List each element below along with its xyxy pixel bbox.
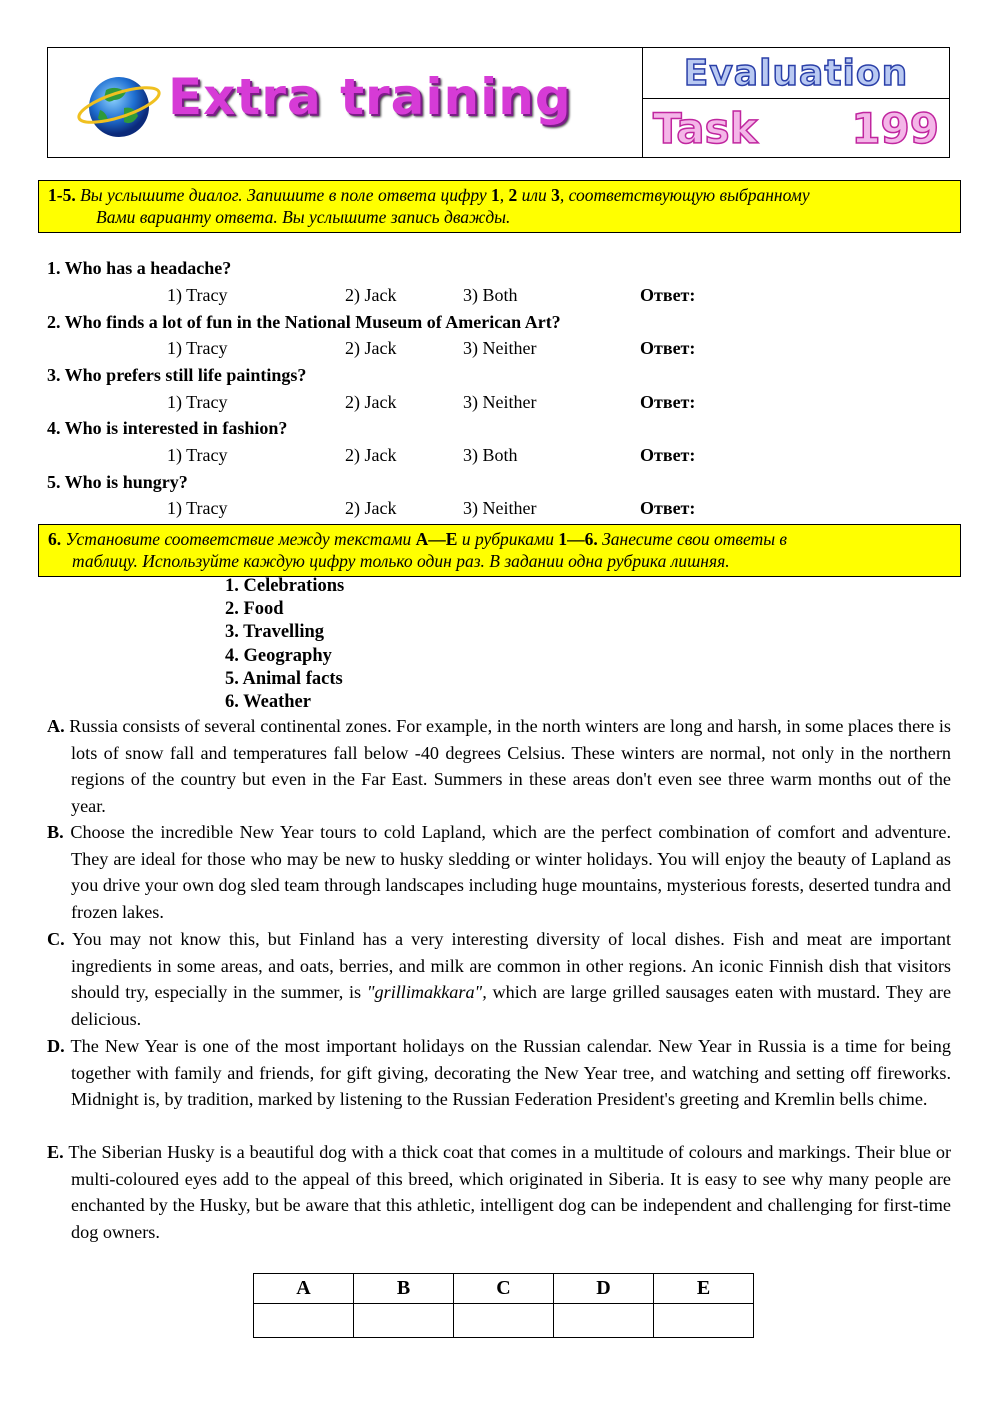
text-b — [47, 819, 951, 925]
section-6-text-2: и рубриками — [461, 529, 554, 549]
text-b-letter: B. — [47, 822, 64, 842]
answer-cell-d[interactable] — [554, 1304, 654, 1338]
evaluation-cell — [643, 48, 949, 99]
text-d-letter: D. — [47, 1036, 65, 1056]
text-c-body-a: You may not know this, but Finland has a very interesting diversity of local dishes. Fish and meat are important ingredients in some areas, and oats, berries, and milk are common in other regions. An iconic Finnish dish that visitors should try, especially in the summer, is — [71, 929, 951, 1003]
rubric-item: 1. Celebrations — [225, 576, 345, 596]
task-cell — [643, 99, 949, 157]
answer-table — [253, 1273, 754, 1338]
question-1-answer-label: Ответ: — [640, 285, 696, 305]
question-5-option-3: 3) Neither — [463, 498, 537, 518]
answer-header-d: D — [554, 1274, 654, 1304]
task-label: Task — [653, 103, 758, 153]
question-2-option-1: 1) Tracy — [167, 338, 228, 358]
text-d-body: The New Year is one of the most important holidays on the Russian calendar. New Year in Russia is a time for being together with family and friends, for gift giving, decorating the New Year tree, and watching and setting off fireworks. Midnight is, by tradition, marked by listening to the Russian Federation President's greeting and Kremlin bells chime. — [70, 1036, 951, 1110]
question-2: 2. Who finds a lot of fun in the National Museum of American Art? — [47, 312, 561, 332]
question-2-option-2: 2) Jack — [345, 338, 397, 358]
answer-cell-b[interactable] — [354, 1304, 454, 1338]
question-1: 1. Who has a headache? — [47, 258, 232, 278]
header — [47, 47, 950, 158]
section-6-text-3: Занесите свои ответы в — [602, 529, 788, 549]
text-e — [47, 1139, 951, 1245]
text-d — [47, 1033, 951, 1113]
text-a — [47, 713, 951, 819]
question-1-option-3: 3) Both — [463, 285, 518, 305]
digit-2: 2 — [508, 185, 518, 205]
question-3-option-2: 2) Jack — [345, 392, 397, 412]
instruction-rest: , соответствующую выбранному — [559, 185, 810, 205]
answer-header-b: B — [354, 1274, 454, 1304]
section-6-letters: A—E — [415, 529, 458, 549]
rubric-item: 6. Weather — [225, 692, 311, 712]
question-3-option-1: 1) Tracy — [167, 392, 228, 412]
question-3: 3. Who prefers still life paintings? — [47, 365, 307, 385]
separator: , — [499, 185, 505, 205]
instruction-text: Вы услышите диалог. Запишите в поле ответа цифру — [80, 185, 487, 205]
globe-icon — [76, 70, 162, 140]
text-c-letter: C. — [47, 929, 65, 949]
evaluation-label: Evaluation — [683, 52, 909, 94]
question-5: 5. Who is hungry? — [47, 472, 188, 492]
text-c-italic: "grillimakkara", — [366, 982, 487, 1003]
text-c — [47, 926, 951, 1032]
question-4-option-1: 1) Tracy — [167, 445, 228, 465]
question-2-answer-label: Ответ: — [640, 338, 696, 358]
question-5-option-1: 1) Tracy — [167, 498, 228, 518]
digit-3: 3 — [551, 185, 560, 205]
or-word: или — [521, 185, 547, 205]
header-title-cell — [48, 48, 643, 157]
question-2-option-3: 3) Neither — [463, 338, 537, 358]
question-1-option-2: 2) Jack — [345, 285, 397, 305]
question-5-option-2: 2) Jack — [345, 498, 397, 518]
rubric-item: 2. Food — [225, 599, 284, 619]
digit-1: 1 — [491, 185, 500, 205]
text-e-body: The Siberian Husky is a beautiful dog with a thick coat that comes in a multitude of colours and markings. Their blue or multi-coloured eyes add to the appeal of this breed, which originated in Siberia. It is easy to see why many people are enchanted by the Husky, but be aware that this athletic, intelligent dog can be independent and challenging for first-time dog owners. — [68, 1142, 952, 1242]
question-3-option-3: 3) Neither — [463, 392, 537, 412]
section-6-text-1: Установите соответствие между текстами — [65, 529, 412, 549]
text-a-body: Russia consists of several continental zones. For example, in the north winters are long and harsh, in some places there is lots of snow fall and temperatures fall below -40 degrees Celsius. These winters are normal, not only in the northern regions of the country but even in the Far East. Summers in these areas don't even see three warm months out of the year. — [69, 716, 952, 816]
text-c-body-b: which are large grilled sausages eaten with mustard. They are delicious. — [71, 982, 952, 1029]
answer-header-e: E — [654, 1274, 754, 1304]
answer-header-c: C — [454, 1274, 554, 1304]
text-b-body: Choose the incredible New Year tours to cold Lapland, which are the perfect combination of comfort and adventure. They are ideal for those who may be new to husky sledding or winter holidays. You will enjoy the beauty of Lapland as you drive your own dog sled team through landscapes including huge mountains, mysterious forests, deserted tundra and frozen lakes. — [70, 822, 951, 922]
section-6-line-2: таблицу. Используйте каждую цифру только один раз. В задании одна рубрика лишняя. — [72, 551, 730, 571]
rubric-item: 4. Geography — [225, 646, 332, 666]
question-1-option-1: 1) Tracy — [167, 285, 228, 305]
instruction-box-6 — [38, 524, 961, 577]
question-4-option-2: 2) Jack — [345, 445, 397, 465]
section-6-digits: 1—6. — [558, 529, 598, 549]
answer-cell-a[interactable] — [254, 1304, 354, 1338]
question-4-option-3: 3) Both — [463, 445, 518, 465]
header-title: Extra training — [168, 68, 572, 126]
text-e-letter: E. — [47, 1142, 64, 1162]
instruction-box-1-5 — [38, 180, 961, 233]
section-6-number: 6. — [48, 529, 62, 549]
instruction-line-2: Вами варианту ответа. Вы услышите запись дважды. — [96, 207, 511, 227]
question-4: 4. Who is interested in fashion? — [47, 418, 288, 438]
question-3-answer-label: Ответ: — [640, 392, 696, 412]
rubric-item: 3. Travelling — [225, 622, 325, 642]
rubric-item: 5. Animal facts — [225, 669, 343, 689]
question-5-answer-label: Ответ: — [640, 498, 696, 518]
answer-header-a: A — [254, 1274, 354, 1304]
task-number: 199 — [851, 103, 939, 153]
section-number: 1-5. — [48, 185, 76, 205]
question-4-answer-label: Ответ: — [640, 445, 696, 465]
answer-cell-e[interactable] — [654, 1304, 754, 1338]
text-a-letter: A. — [47, 716, 65, 736]
answer-cell-c[interactable] — [454, 1304, 554, 1338]
